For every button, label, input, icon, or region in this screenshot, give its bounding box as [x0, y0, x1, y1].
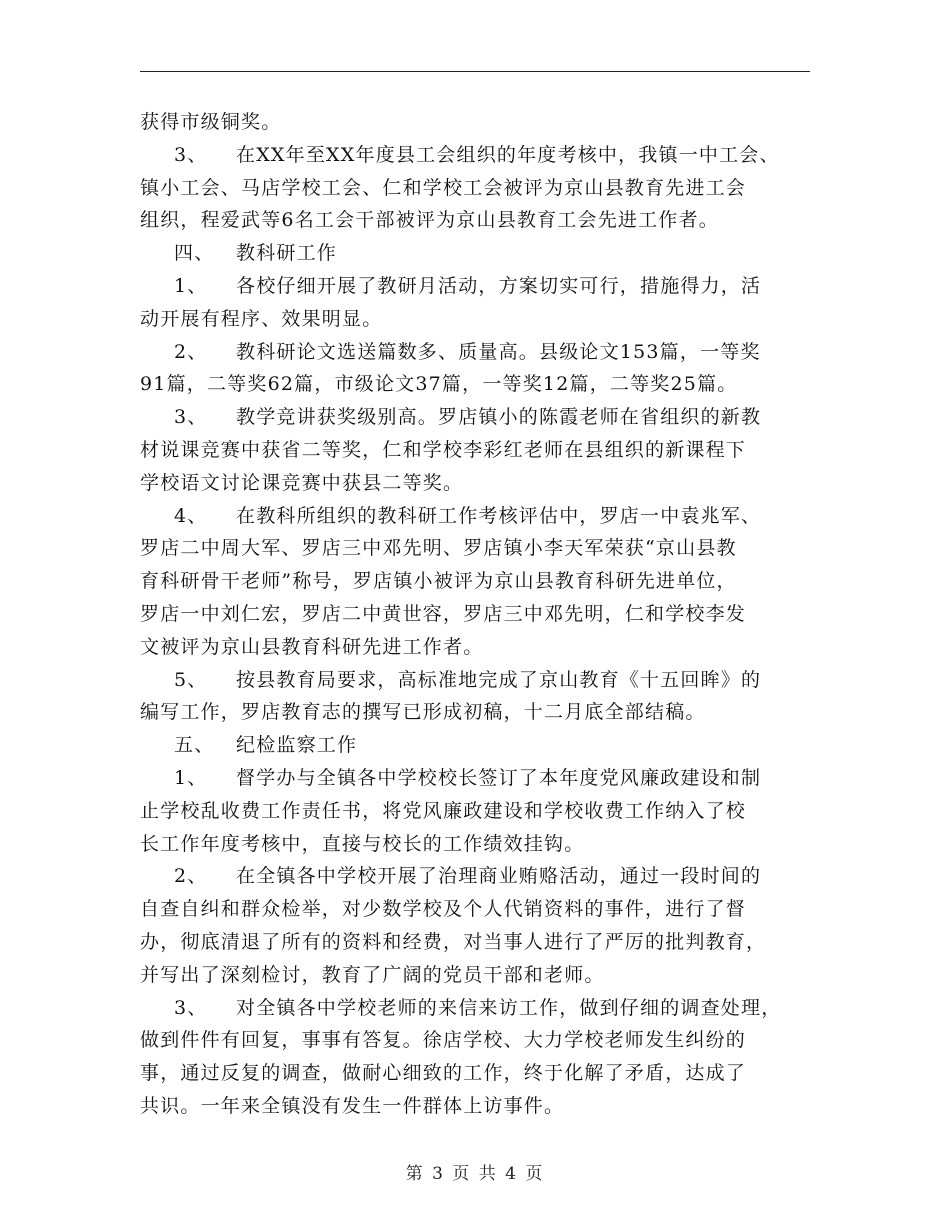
text-line — [140, 828, 810, 861]
line-text: 获得市级铜奖。 — [140, 111, 282, 133]
line-text: 组织，程爱武等6名工会干部被评为京山县教育工会先进工作者。 — [140, 209, 719, 232]
text-line — [140, 1024, 810, 1057]
item-number: 3、 — [174, 996, 208, 1019]
item-number: 5、 — [174, 668, 208, 691]
item-number: 3、 — [174, 406, 208, 429]
text-line — [140, 303, 810, 336]
line-text: 教科研论文选送篇数多、质量高。县级论文153篇，一等奖 — [236, 340, 761, 363]
line-text: 按县教育局要求，高标准地完成了京山教育《十五回眸》的 — [236, 668, 762, 691]
line-text: 自查自纠和群众检举，对少数学校及个人代销资料的事件，进行了督 — [140, 898, 747, 921]
item-number: 3、 — [174, 143, 208, 166]
item-number: 五、 — [174, 734, 215, 757]
line-text: 各校仔细开展了教研月活动，方案切实可行，措施得力，活 — [236, 274, 762, 297]
line-text: 办，彻底清退了所有的资料和经费，对当事人进行了严厉的批判教育， — [140, 930, 767, 953]
line-text: 止学校乱收费工作责任书，将党风廉政建设和学校收费工作纳入了校 — [140, 799, 747, 822]
line-text: 长工作年度考核中，直接与校长的工作绩效挂钩。 — [140, 832, 585, 855]
line-text: 教学竞讲获奖级别高。罗店镇小的陈霞老师在省组织的新教 — [236, 406, 762, 429]
text-line — [140, 500, 810, 533]
line-text: 事，通过反复的调查，做耐心细致的工作，终于化解了矛盾，达成了 — [140, 1062, 747, 1085]
text-line — [140, 762, 810, 795]
line-text: 在XX年至XX年度县工会组织的年度考核中，我镇一中工会、 — [236, 143, 780, 166]
text-line — [140, 696, 810, 729]
item-number: 1、 — [174, 274, 208, 297]
text-line — [140, 860, 810, 893]
line-text: 育科研骨干老师”称号，罗店镇小被评为京山县教育科研先进单位， — [140, 570, 737, 593]
item-number: 1、 — [174, 766, 208, 789]
line-text: 督学办与全镇各中学校校长签订了本年度党风廉政建设和制 — [236, 766, 762, 789]
header-rule — [140, 71, 810, 72]
item-number: 2、 — [174, 865, 208, 888]
text-line — [140, 729, 810, 762]
text-line — [140, 565, 810, 598]
line-text: 罗店一中刘仁宏，罗店二中黄世容，罗店三中邓先明，仁和学校李发 — [140, 602, 747, 625]
line-text: 在教科所组织的教科研工作考核评估中，罗店一中袁兆军、 — [236, 504, 762, 527]
line-text: 并写出了深刻检讨，教育了广阔的党员干部和老师。 — [140, 963, 605, 986]
item-number: 2、 — [174, 340, 208, 363]
line-text: 在全镇各中学校开展了治理商业贿赂活动，通过一段时间的 — [236, 865, 762, 888]
line-text: 材说课竞赛中获省二等奖，仁和学校李彩红老师在县组织的新课程下 — [140, 438, 747, 461]
text-line — [140, 664, 810, 697]
text-line — [140, 631, 810, 664]
line-text: 编写工作，罗店教育志的撰写已形成初稿，十二月底全部结稿。 — [140, 701, 706, 724]
text-line — [140, 598, 810, 631]
text-line — [140, 795, 810, 828]
line-text: 共识。一年来全镇没有发生一件群体上访事件。 — [140, 1094, 565, 1117]
line-text: 动开展有程序、效果明显。 — [140, 307, 383, 330]
line-text: 做到件件有回复，事事有答复。徐店学校、大力学校老师发生纠纷的 — [140, 1029, 747, 1052]
text-line — [140, 204, 810, 237]
line-text: 教科研工作 — [236, 242, 338, 265]
line-text: 纪检监察工作 — [236, 734, 358, 757]
page-footer: 第 3 页 共 4 页 — [405, 1164, 545, 1184]
item-number: 四、 — [174, 242, 215, 265]
item-number: 4、 — [174, 504, 208, 527]
text-line — [140, 270, 810, 303]
line-text: 镇小工会、马店学校工会、仁和学校工会被评为京山县教育先进工会 — [140, 176, 747, 199]
text-line — [140, 959, 810, 992]
text-line — [140, 926, 810, 959]
text-line — [140, 237, 810, 270]
text-line — [140, 1057, 810, 1090]
text-line — [140, 434, 810, 467]
text-line — [140, 139, 810, 172]
text-line — [140, 1090, 810, 1123]
text-line — [140, 172, 810, 205]
text-line — [140, 401, 810, 434]
line-text: 罗店二中周大军、罗店三中邓先明、罗店镇小李天军荣获“京山县教 — [140, 537, 737, 560]
text-line — [140, 532, 810, 565]
line-text: 文被评为京山县教育科研先进工作者。 — [140, 635, 484, 658]
line-text: 学校语文讨论课竞赛中获县二等奖。 — [140, 471, 464, 494]
text-line — [140, 106, 810, 139]
text-line — [140, 467, 810, 500]
text-line — [140, 336, 810, 369]
text-line — [140, 368, 810, 401]
line-text: 91篇，二等奖62篇，市级论文37篇，一等奖12篇，二等奖25篇。 — [140, 373, 738, 396]
text-line — [140, 992, 810, 1025]
text-line — [140, 893, 810, 926]
document-body — [140, 106, 810, 1123]
line-text: 对全镇各中学校老师的来信来访工作，做到仔细的调查处理， — [236, 996, 782, 1019]
